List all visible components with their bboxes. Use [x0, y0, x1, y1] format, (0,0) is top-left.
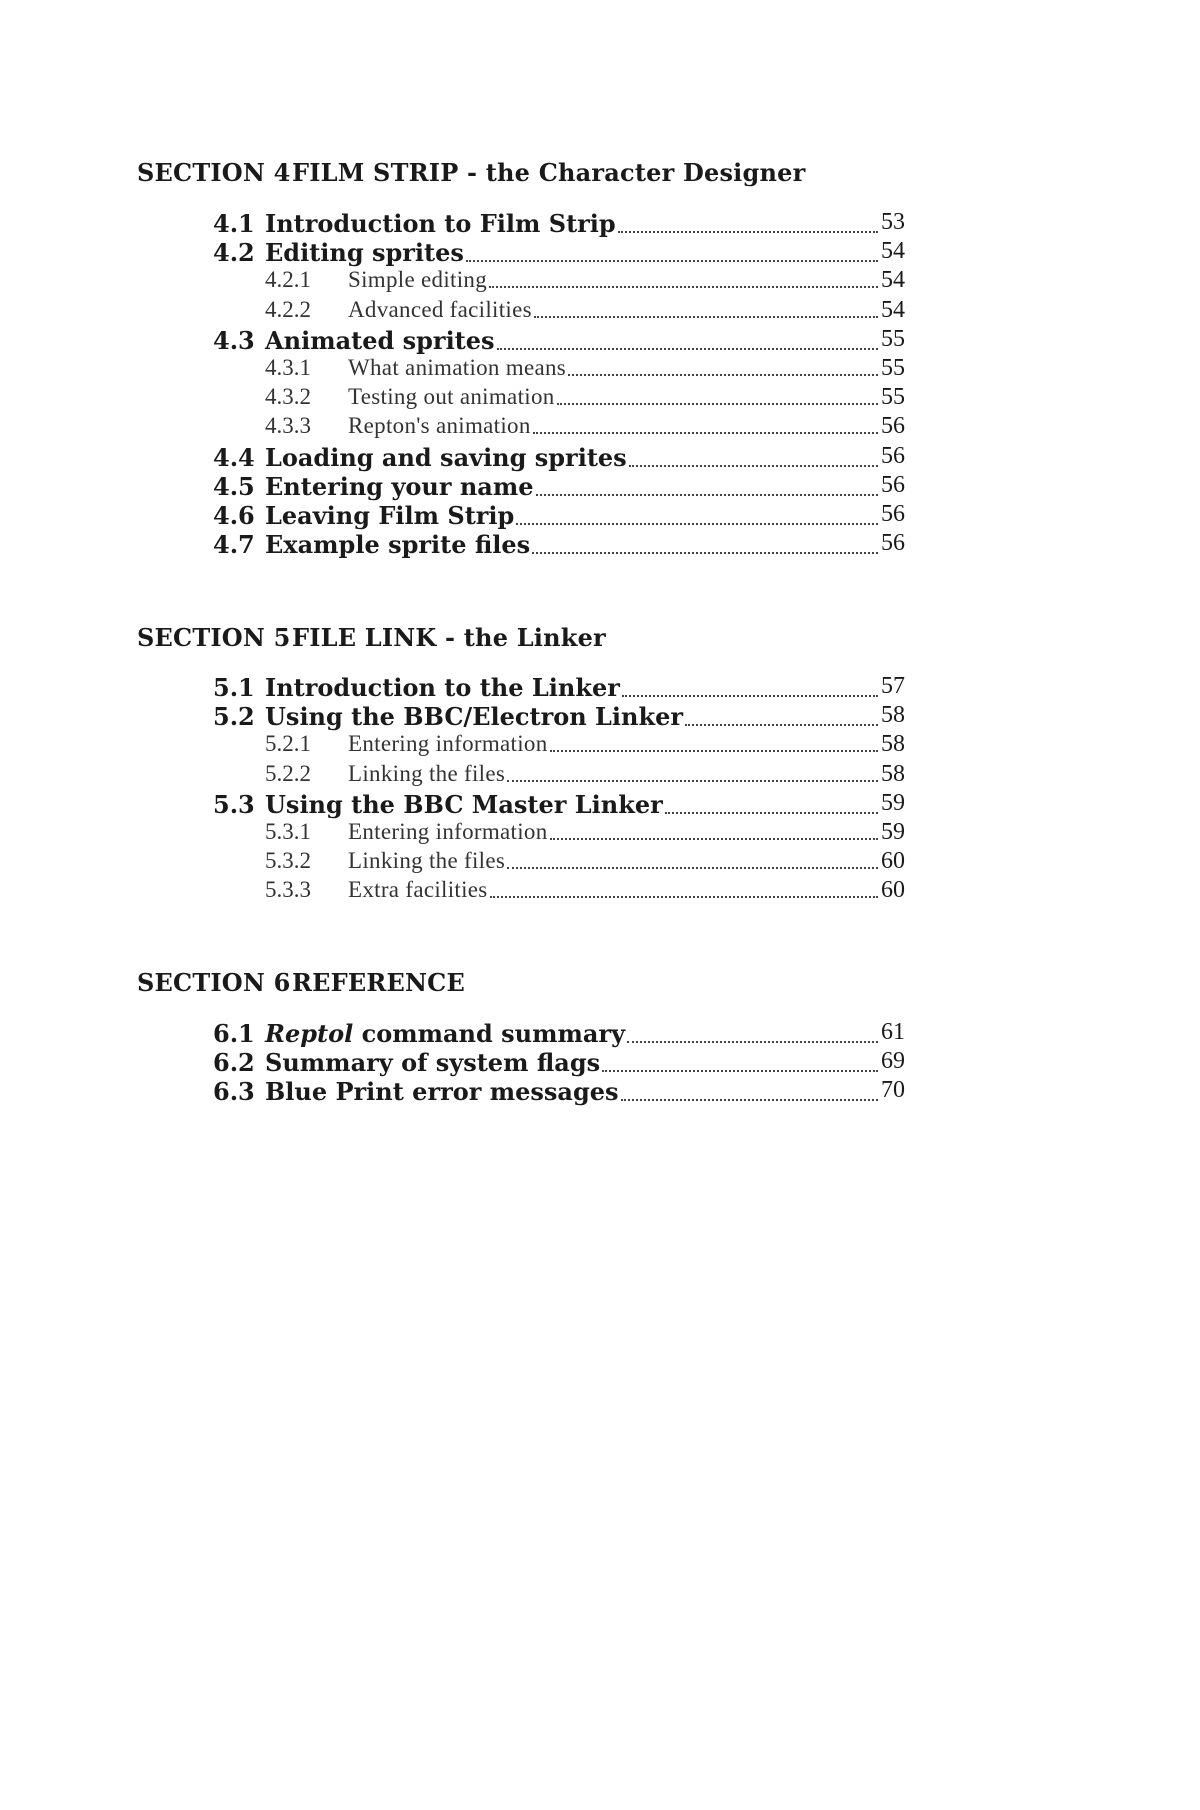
entry-number: 4.1	[213, 209, 255, 238]
entry-title	[348, 819, 548, 845]
entry-page-number: 56	[881, 442, 905, 469]
entry-number: 4.5	[213, 471, 255, 501]
entry-title-text: Using the BBC/Electron Linker	[265, 702, 684, 732]
dot-leader	[536, 494, 878, 496]
entry-title-text: Testing out animation	[348, 384, 555, 410]
entry-title	[265, 1048, 600, 1077]
entry-number: 4.2.2	[265, 296, 311, 322]
entry-page-number: 59	[881, 819, 905, 845]
entry-title	[348, 267, 487, 293]
toc-entry	[0, 848, 1200, 877]
entry-number: 5.3.2	[265, 848, 311, 874]
entry-page-number: 58	[881, 702, 905, 729]
toc-entry	[0, 297, 1200, 326]
toc-entry	[0, 673, 1200, 702]
entry-page-number: 59	[881, 789, 905, 816]
toc-entry	[0, 355, 1200, 384]
toc-entry	[0, 443, 1200, 472]
entry-number: 5.1	[213, 673, 255, 702]
entry-page-number: 54	[881, 238, 905, 265]
entry-page-number: 61	[881, 1019, 905, 1045]
entry-number: 6.3	[213, 1077, 255, 1107]
dot-leader	[497, 348, 878, 350]
section-heading	[137, 158, 805, 187]
toc-entry	[0, 731, 1200, 760]
dot-leader	[489, 286, 878, 288]
dot-leader	[629, 465, 878, 467]
entry-title	[265, 530, 530, 559]
entry-number: 4.3	[213, 325, 255, 355]
entry-title-text: Example sprite files	[265, 530, 531, 560]
section-title: REFERENCE	[292, 968, 465, 997]
entry-title-text: Linking the files	[348, 760, 506, 786]
entry-page-number: 69	[881, 1048, 905, 1075]
entry-title-text: Simple editing	[348, 267, 487, 293]
entry-title-text: Leaving Film Strip	[265, 501, 515, 530]
entry-page-number: 55	[881, 325, 905, 352]
entry-number: 5.2.2	[265, 760, 311, 786]
entry-number: 4.3.2	[265, 384, 311, 410]
entry-title-text: Blue Print error messages	[265, 1077, 619, 1107]
entry-title	[265, 238, 464, 267]
entry-page-number: 70	[881, 1077, 905, 1104]
toc-entry	[0, 819, 1200, 848]
entry-title	[348, 761, 505, 787]
entry-page-number: 56	[881, 471, 905, 498]
entry-title-text: Repton's animation	[348, 413, 531, 439]
dot-leader	[602, 1070, 878, 1072]
entry-title	[265, 209, 616, 238]
entry-title	[265, 673, 620, 702]
toc-entry	[0, 1019, 1200, 1048]
toc-entry	[0, 472, 1200, 501]
entry-title	[265, 1019, 625, 1048]
entry-title	[348, 355, 566, 381]
entry-title	[348, 413, 531, 439]
entry-title-text: command summary	[353, 1019, 626, 1048]
entry-number: 5.3.1	[265, 819, 311, 844]
entry-title-text: Editing sprites	[265, 238, 464, 268]
dot-leader	[466, 260, 878, 262]
entry-title-text: Extra facilities	[348, 877, 488, 903]
dot-leader	[618, 231, 878, 233]
entry-title-text: Using the BBC Master Linker	[265, 789, 663, 819]
entry-page-number: 57	[881, 673, 905, 699]
entry-number: 4.2	[213, 238, 255, 268]
entry-number: 6.1	[213, 1019, 255, 1048]
toc-entry	[0, 413, 1200, 442]
entry-title-text: Entering information	[348, 731, 548, 757]
section-heading	[137, 968, 465, 997]
entry-title-text: Animated sprites	[265, 325, 495, 355]
entry-page-number: 54	[881, 296, 905, 323]
toc-entry	[0, 877, 1200, 906]
entry-title	[265, 790, 663, 819]
dot-leader	[622, 695, 878, 697]
entry-title	[265, 472, 534, 501]
dot-leader	[507, 780, 878, 782]
section-heading	[137, 623, 606, 652]
dot-leader	[550, 750, 878, 752]
entry-page-number: 56	[881, 530, 905, 557]
toc-entry	[0, 1077, 1200, 1106]
dot-leader	[665, 812, 878, 814]
entry-page-number: 58	[881, 760, 905, 787]
section-label: SECTION 5	[137, 623, 291, 652]
entry-page-number: 55	[881, 355, 905, 381]
entry-title-text: Introduction to the Linker	[265, 673, 620, 702]
dot-leader	[534, 316, 878, 318]
dot-leader	[568, 374, 878, 376]
entry-number: 5.2	[213, 702, 255, 732]
entry-page-number: 60	[881, 877, 905, 904]
entry-title	[265, 443, 627, 472]
entry-title-text: What animation means	[348, 355, 567, 380]
entry-number: 4.3.3	[265, 413, 311, 439]
entry-title-text: Entering your name	[265, 471, 534, 501]
toc-entry	[0, 530, 1200, 559]
toc-entry	[0, 790, 1200, 819]
entry-title	[265, 702, 683, 731]
entry-title-text: Loading and saving sprites	[265, 442, 627, 472]
dot-leader	[507, 867, 878, 869]
entry-title-text: Introduction to Film Strip	[265, 209, 616, 238]
dot-leader	[533, 432, 878, 434]
dot-leader	[532, 552, 878, 554]
entry-page-number: 54	[881, 267, 905, 294]
section-title: FILM STRIP - the Character Designer	[292, 158, 806, 187]
section-label: SECTION 4	[137, 158, 291, 187]
entry-page-number: 55	[881, 384, 905, 411]
entry-number: 4.2.1	[265, 267, 311, 293]
entry-title-text: Linking the files	[348, 848, 506, 874]
dot-leader	[685, 724, 878, 726]
dot-leader	[516, 523, 878, 525]
section-label: SECTION 6	[137, 968, 291, 997]
entry-title	[348, 384, 555, 410]
entry-number: 5.3.3	[265, 877, 311, 903]
entry-page-number: 58	[881, 731, 905, 758]
entry-number: 4.4	[213, 442, 255, 472]
toc-entry	[0, 326, 1200, 355]
entry-page-number: 60	[881, 848, 905, 875]
entry-title	[265, 501, 514, 530]
toc-entry	[0, 267, 1200, 296]
entry-title	[265, 326, 495, 355]
toc-entry	[0, 761, 1200, 790]
entry-title	[265, 1077, 619, 1106]
entry-title-italic: Reptol	[265, 1019, 354, 1048]
toc-entry	[0, 238, 1200, 267]
dot-leader	[621, 1099, 878, 1101]
entry-title	[348, 297, 532, 323]
toc-entry	[0, 702, 1200, 731]
dot-leader	[490, 896, 878, 898]
entry-page-number: 56	[881, 501, 905, 527]
toc-entry	[0, 1048, 1200, 1077]
dot-leader	[627, 1041, 878, 1043]
entry-number: 4.7	[213, 530, 255, 560]
toc-entry	[0, 501, 1200, 530]
toc-entry	[0, 384, 1200, 413]
entry-page-number: 53	[881, 209, 905, 235]
entry-title	[348, 848, 505, 874]
toc-entry	[0, 209, 1200, 238]
entry-title-text: Advanced facilities	[348, 296, 532, 322]
section-title: FILE LINK - the Linker	[292, 623, 606, 652]
entry-title-text: Summary of system flags	[265, 1048, 601, 1078]
entry-number: 5.2.1	[265, 731, 311, 757]
entry-page-number: 56	[881, 413, 905, 440]
dot-leader	[557, 403, 878, 405]
entry-title	[348, 877, 488, 903]
dot-leader	[550, 838, 878, 840]
entry-number: 6.2	[213, 1048, 255, 1078]
entry-title-text: Entering information	[348, 819, 548, 844]
entry-number: 5.3	[213, 789, 255, 819]
entry-title	[348, 731, 548, 757]
entry-number: 4.3.1	[265, 355, 311, 380]
entry-number: 4.6	[213, 501, 255, 530]
